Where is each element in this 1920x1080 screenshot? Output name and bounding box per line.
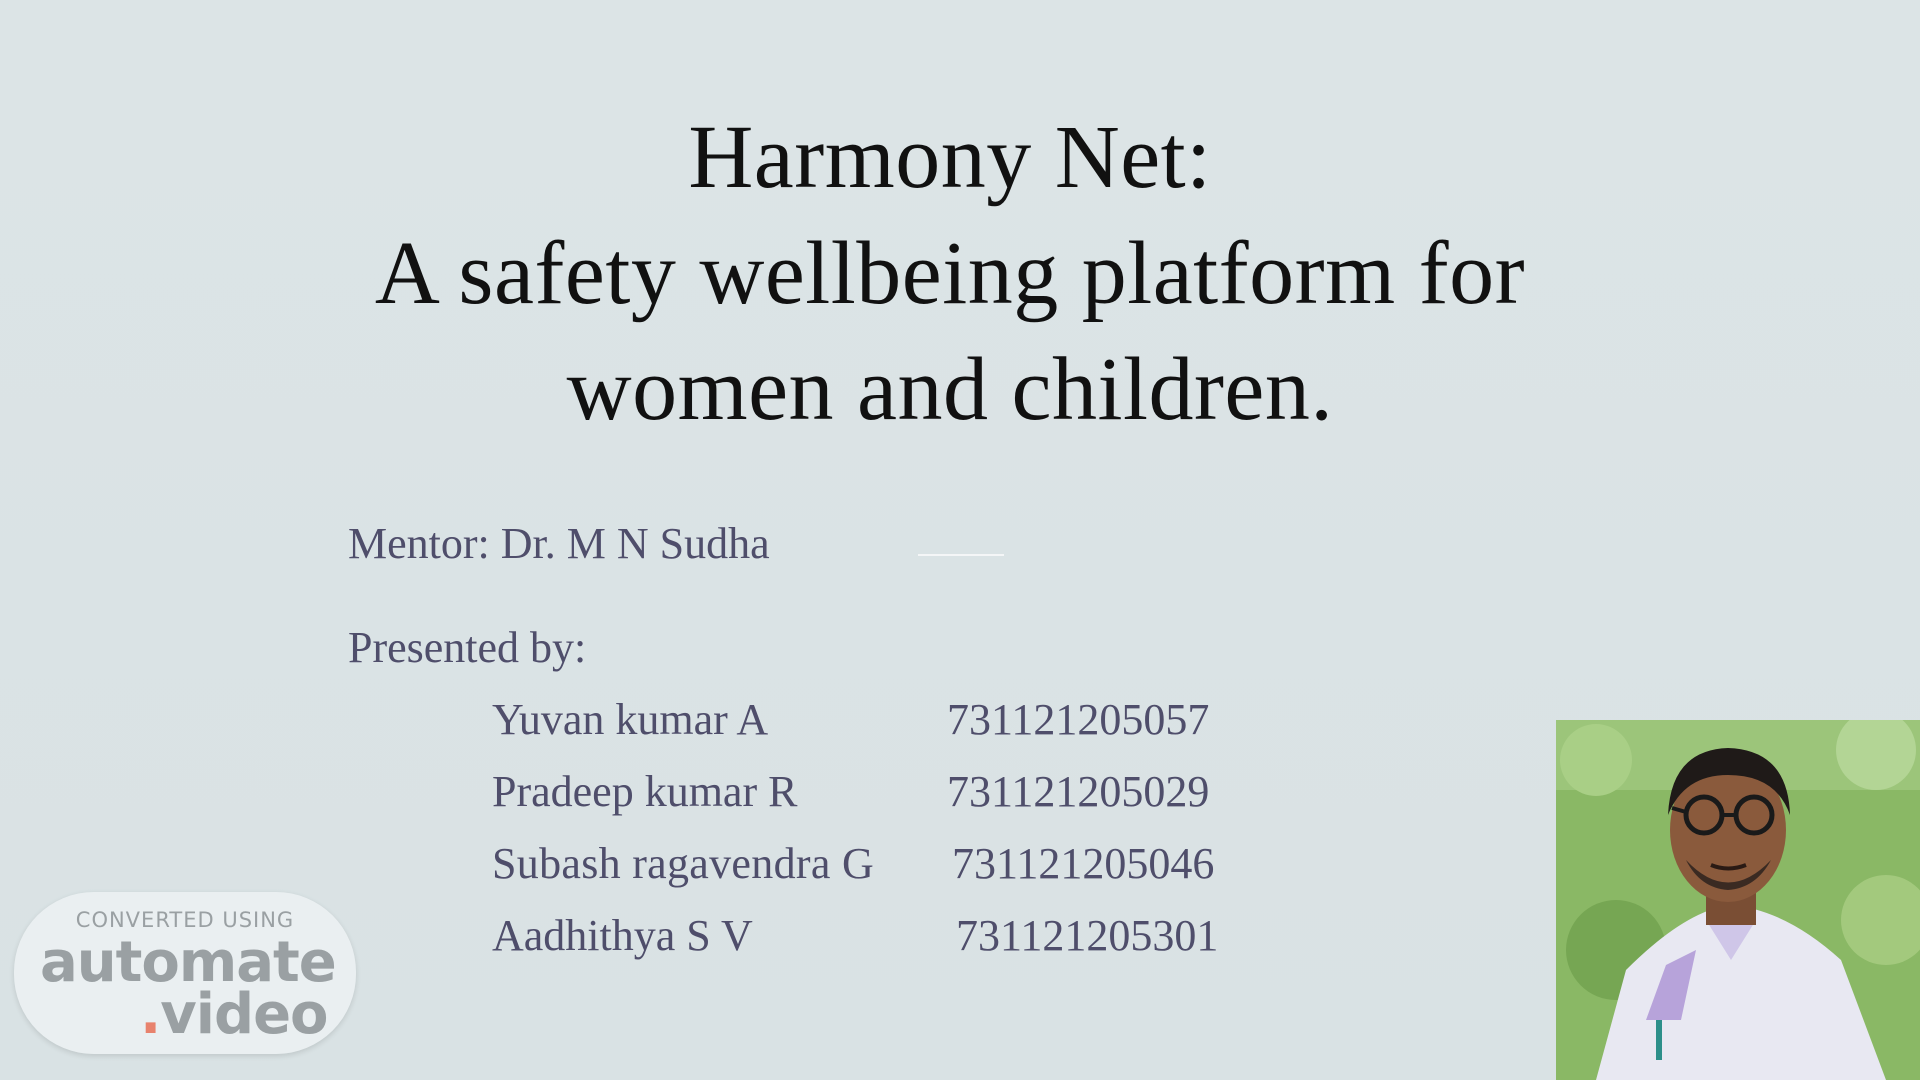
presenter-photo [1556, 720, 1920, 1080]
member-id: 731121205046 [952, 839, 1215, 888]
member-id: 731121205029 [947, 767, 1210, 816]
decorative-divider [918, 554, 1004, 556]
presenter-photo-illustration [1556, 720, 1920, 1080]
title-line-3: women and children. [566, 340, 1334, 439]
member-id: 731121205301 [956, 911, 1219, 960]
member-id: 731121205057 [947, 695, 1210, 744]
watermark-dot: . [140, 982, 161, 1047]
mentor-label: Mentor: Dr. M N Sudha [348, 519, 770, 568]
watermark-word-automate: automate [40, 930, 336, 995]
slide-title [0, 100, 1900, 448]
watermark-logo [14, 892, 356, 1054]
member-name: Aadhithya S V [492, 911, 753, 960]
title-line-1: Harmony Net: [688, 108, 1212, 207]
title-line-2: A safety wellbeing platform for [374, 224, 1526, 323]
member-name: Yuvan kumar A [492, 695, 769, 744]
watermark-video-text: video [160, 982, 328, 1047]
watermark-caption: CONVERTED USING [75, 908, 295, 932]
member-name: Subash ragavendra G [492, 839, 875, 888]
member-name: Pradeep kumar R [492, 767, 798, 816]
presented-by-label: Presented by: [348, 623, 587, 672]
watermark-word-video [140, 982, 328, 1047]
